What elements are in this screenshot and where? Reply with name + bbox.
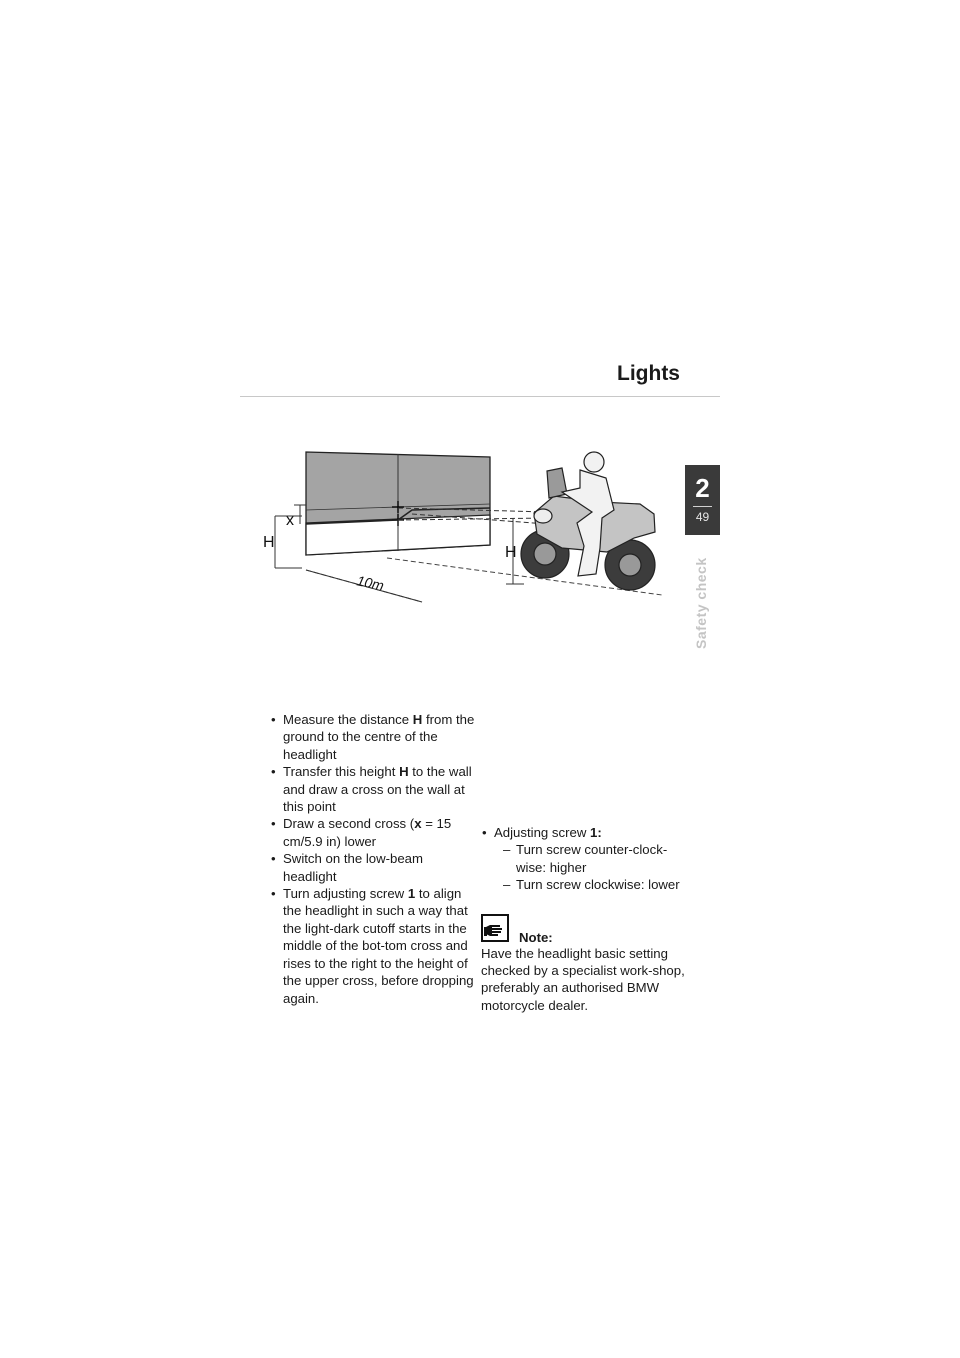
tab-divider bbox=[693, 506, 712, 507]
motorcycle-with-rider bbox=[521, 452, 655, 590]
label-h-wall: H bbox=[263, 534, 275, 551]
note-header bbox=[481, 914, 686, 944]
list-item: • Transfer this height H to the wall and draw a cross on the wall at this point bbox=[270, 763, 480, 815]
page-title: Lights bbox=[617, 362, 680, 385]
note-hand-icon bbox=[481, 914, 509, 942]
list-item: • Measure the distance H from the ground to the centre of the headlight bbox=[270, 711, 480, 763]
sub-list-item: – Turn screw clockwise: lower bbox=[503, 876, 686, 893]
chapter-tab bbox=[685, 465, 720, 535]
chapter-number: 2 bbox=[695, 473, 710, 503]
note-text: Have the headlight basic setting checked by a specialist work-shop, preferably an authorised BMW motorcycle dealer. bbox=[481, 945, 685, 1013]
left-column bbox=[270, 711, 480, 1007]
page-number: 49 bbox=[695, 510, 710, 524]
label-distance: 10m bbox=[355, 572, 386, 594]
label-x: x bbox=[286, 512, 294, 529]
note-label: Note: bbox=[519, 929, 553, 945]
list-item: • Switch on the low-beam headlight bbox=[270, 850, 480, 885]
label-h-bike: H bbox=[505, 544, 517, 561]
list-item: • Draw a second cross (x = 15 cm/5.9 in) lower bbox=[270, 815, 480, 850]
title-divider bbox=[240, 396, 720, 397]
section-label: Safety check bbox=[693, 557, 709, 649]
headlight-alignment-illustration bbox=[262, 448, 670, 612]
list-item: • Turn adjusting screw 1 to align the headlight in such a way that the light-dark cutoff starts in the middle of the bot-tom cross and rises to the right to the height of the upper cross, before dropping again. bbox=[270, 885, 480, 1007]
sub-list-item: – Turn screw counter-clock-wise: higher bbox=[503, 841, 686, 876]
right-column bbox=[481, 824, 686, 1014]
list-item: • Adjusting screw 1: – Turn screw counter-clock-wise: higher – Turn screw clockwise: lower bbox=[481, 824, 686, 894]
